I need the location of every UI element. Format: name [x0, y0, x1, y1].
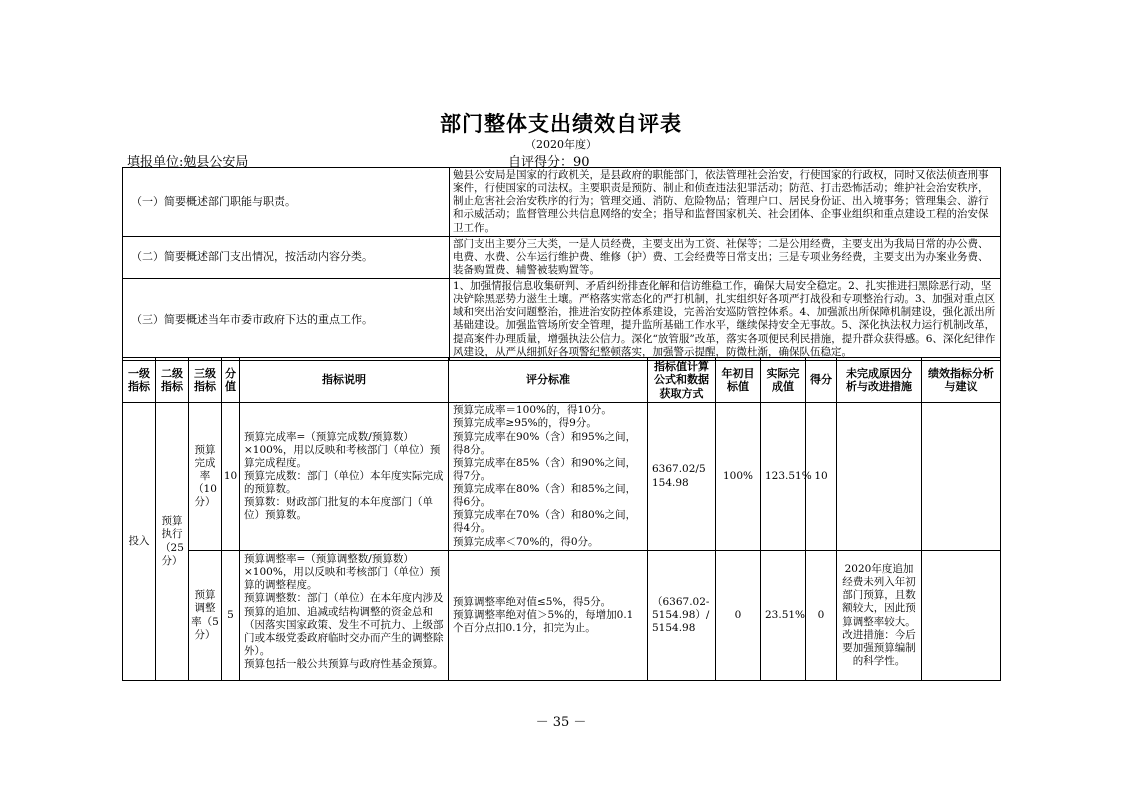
- self-score: 自评得分：90: [508, 155, 590, 170]
- target-cell: 100%: [716, 403, 761, 551]
- description-cell: 预算完成率=（预算完成数/预算数）×100%，用以反映和考核部门（单位）预算完成程度。 预算完成数：部门（单位）本年度实际完成的预算数。 预算数：财政部门批复的本年度部门（单位）预算数。: [240, 403, 449, 551]
- formula-cell: 6367.02/5154.98: [648, 403, 716, 551]
- weight-cell: 10: [222, 403, 240, 551]
- criteria-cell: 预算调整率绝对值≤5%，得5分。 预算调整率绝对值＞5%的，每增加0.1个百分点扣0.1分，扣完为止。: [449, 551, 648, 681]
- summary-row: [123, 168, 1001, 237]
- reporting-unit: 填报单位:勉县公安局: [127, 155, 249, 170]
- page-subtitle: （2020年度）: [525, 138, 597, 151]
- score-cell: 0: [806, 551, 837, 681]
- header-reason: 未完成原因分析与改进措施: [837, 358, 922, 403]
- page-number: － 35 －: [535, 715, 587, 730]
- summary-label: （一）简要概述部门职能与职责。: [123, 168, 450, 237]
- summary-table: [122, 167, 1001, 361]
- header-level3: 三级指标: [189, 358, 222, 403]
- suggestion-cell: [922, 551, 1001, 681]
- summary-content: 部门支出主要分三大类，一是人员经费，主要支出为工资、社保等；二是公用经费，主要支出为我局日常的办公费、电费、水费、公车运行维护费、维修（护）费、工会经费等日常支出；三是专项业务经费，主要支出为办案业务费、装备购置费、辅警被装购置等。: [450, 236, 1001, 278]
- actual-cell: 23.51%: [761, 551, 806, 681]
- summary-label: （二）简要概述部门支出情况，按活动内容分类。: [123, 236, 450, 278]
- summary-row: [123, 236, 1001, 278]
- header-formula: 指标值计算公式和数据获取方式: [648, 358, 716, 403]
- header-suggestion: 绩效指标分析与建议: [922, 358, 1001, 403]
- target-cell: 0: [716, 551, 761, 681]
- header-weight: 分值: [222, 358, 240, 403]
- table-row: [123, 551, 1001, 681]
- table-row: [123, 403, 1001, 551]
- header-level2: 二级指标: [156, 358, 189, 403]
- level3-cell: 预算调整率（5分）: [189, 551, 222, 681]
- header-actual: 实际完成值: [761, 358, 806, 403]
- actual-cell: 123.51%: [761, 403, 806, 551]
- page-title: 部门整体支出绩效自评表: [440, 112, 682, 136]
- score-cell: 10: [806, 403, 837, 551]
- header-description: 指标说明: [240, 358, 449, 403]
- weight-cell: 5: [222, 551, 240, 681]
- formula-cell: （6367.02-5154.98）/5154.98: [648, 551, 716, 681]
- header-row: [123, 358, 1001, 403]
- header-level1: 一级指标: [123, 358, 156, 403]
- reason-cell: 2020年度追加经费未列入年初部门预算，且数额较大，因此预算调整率较大。改进措施：今后要加强预算编制的科学性。: [837, 551, 922, 681]
- summary-label: （三）简要概述当年市委市政府下达的重点工作。: [123, 279, 450, 361]
- indicator-table: [122, 357, 1001, 681]
- header-score: 得分: [806, 358, 837, 403]
- summary-content: 勉县公安局是国家的行政机关，是县政府的职能部门，依法管理社会治安，行使国家的行政权，同时又依法侦查刑事案件，行使国家的司法权。主要职责是预防、制止和侦查违法犯罪活动；防范、打击恐怖活动；维护社会治安秩序，制止危害社会治安秩序的行为；管理交通、消防、危险物品；管理户口、居民身份证、出入境事务；管理集会、游行和示威活动；监督管理公共信息网络的安全；指导和监督国家机关、社会团体、企事业组织和重点建设工程的治安保卫工作。: [450, 168, 1001, 237]
- criteria-cell: 预算完成率＝100%的，得10分。 预算完成率≥95%的，得9分。 预算完成率在90%（含）和95%之间，得8分。 预算完成率在85%（含）和90%之间，得7分。 预算完成率在80%（含）和85%之间，得6分。 预算完成率在70%（含）和80%之间，得4分。 预算完成率＜70%的，得0分。: [449, 403, 648, 551]
- summary-content: 1、加强情报信息收集研判、矛盾纠纷排查化解和信访维稳工作，确保大局安全稳定。2、扎实推进扫黑除恶行动，坚决铲除黑恶势力滋生土壤。严格落实常态化的严打机制，扎实组织好各项严打战役和专项整治行动。3、加强对重点区域和突出治安问题整治，推进治安防控体系建设，完善治安巡防管控体系。4、加强派出所保障机制建设，强化派出所基础建设。加强监管场所安全管理，提升监所基础工作水平，继续保持安全无事故。5、深化执法权力运行机制改革，提高案件办理质量，增强执法公信力。深化“放管服”改革，落实各项便民利民措施，提升群众获得感。6、深化纪律作风建设，从严从细抓好各项警纪整顿落实，加强警示提醒，防微杜渐，确保队伍稳定。: [450, 279, 1001, 361]
- suggestion-cell: [922, 403, 1001, 551]
- reason-cell: [837, 403, 922, 551]
- level1-cell: 投入: [123, 403, 156, 681]
- description-cell: 预算调整率=（预算调整数/预算数）×100%，用以反映和考核部门（单位）预算的调整程度。 预算调整数：部门（单位）在本年度内涉及预算的追加、追减或结构调整的资金总和（因落实国家政策、发生不可抗力、上级部门或本级党委政府临时交办而产生的调整除外）。 预算包括一般公共预算与政府性基金预算。: [240, 551, 449, 681]
- level2-cell: 预算执行（25分）: [156, 403, 189, 681]
- header-target: 年初目标值: [716, 358, 761, 403]
- level3-cell: 预算完成率（10分）: [189, 403, 222, 551]
- summary-row: [123, 279, 1001, 361]
- header-criteria: 评分标准: [449, 358, 648, 403]
